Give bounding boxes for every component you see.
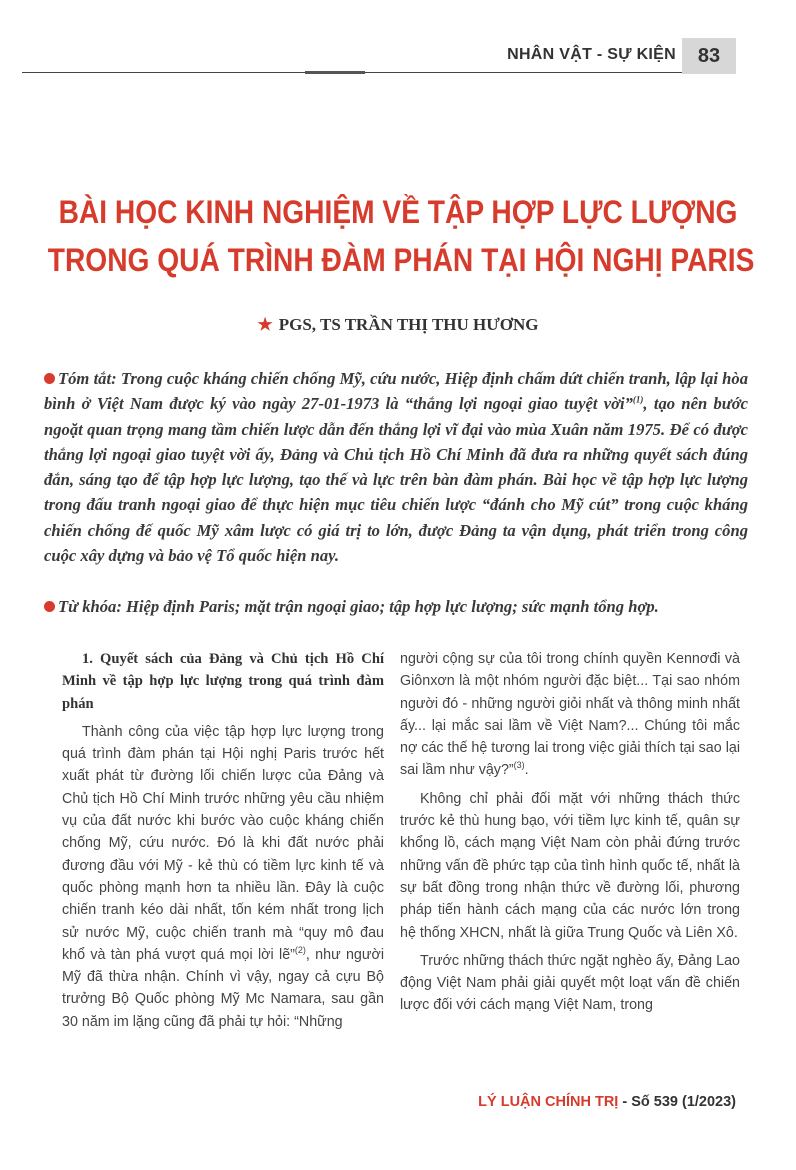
article-title: [47, 188, 755, 284]
author-name: PGS, TS TRẦN THỊ THU HƯƠNG: [278, 315, 539, 334]
author-byline: [0, 315, 796, 335]
abstract-text-cont: , tạo nên bước ngoặt quan trọng mang tầm chiến lược dẫn đến thắng lợi vĩ đại vào mùa Xuân năm 1975. Để có được thắng lợi ngoại giao tuyệt vời ấy, Đảng và Chủ tịch Hồ Chí Minh đã đưa ra những quyết sách đúng đắn, sáng tạo để tập hợp lực lượng, tạo thế và lực trên bàn đàm phán. Bài học về tập hợp lực lượng trong đấu tranh ngoại giao để thực hiện mục tiêu chiến lược “đánh cho Mỹ cút” trong cuộc kháng chiến chống đế quốc Mỹ xâm lược có giá trị to lớn, được Đảng ta vận dụng, phát triển trong công cuộc xây dựng và bảo vệ Tổ quốc hiện nay.: [44, 394, 748, 566]
abstract-text: Trong cuộc kháng chiến chống Mỹ, cứu nước, Hiệp định chấm dứt chiến tranh, lập lại hòa bình ở Việt Nam được ký vào ngày 27-01-1973 là “thắng lợi ngoại giao tuyệt vời”: [44, 369, 748, 414]
paragraph-text: người cộng sự của tôi trong chính quyền Kennơđi và Giônxơn là một nhóm người đặc biệt... Tại sao nhóm người đó - những người giỏi nhất và thông minh nhất ấy... lại mắc sai lầm về Việt Nam?... Chúng tôi mắc nợ các thế hệ tương lai trong việc giải thích tại sao lại sai lầm như vậy?”: [400, 651, 740, 779]
abstract-label: Tóm tắt:: [58, 369, 117, 388]
header-rule-accent: [305, 71, 365, 74]
issue-number: - Số 539 (1/2023): [618, 1094, 736, 1110]
section-label: NHÂN VẬT - SỰ KIỆN: [507, 46, 676, 63]
body-paragraph: Không chỉ phải đối mặt với những thách thức trước kẻ thù hung bạo, với tiềm lực kinh tế, quân sự khổng lồ, cách mạng Việt Nam còn phải đứng trước những vấn đề phức tạp của tình hình quốc tế, nhất là sự bất đồng trong nhận thức về đường lối, phương pháp tiến hành cách mạng của các nước lớn trong hệ thống XHCN, nhất là giữa Trung Quốc và Liên Xô.: [400, 790, 740, 941]
journal-name: LÝ LUẬN CHÍNH TRỊ: [478, 1094, 619, 1110]
section-heading: 1. Quyết sách của Đảng và Chủ tịch Hồ Chí Minh về tập hợp lực lượng trong quá trình đàm phán: [62, 651, 384, 712]
bullet-icon: [44, 601, 55, 612]
title-line-1: BÀI HỌC KINH NGHIỆM VỀ TẬP HỢP LỰC LƯỢNG: [58, 194, 738, 230]
title-line-2: TRONG QUÁ TRÌNH ĐÀM PHÁN TẠI HỘI NGHỊ PARIS: [47, 242, 755, 278]
bullet-icon: [44, 373, 55, 384]
body-paragraph: [400, 648, 740, 782]
body-column-left: [62, 648, 384, 1033]
paragraph-text-end: .: [524, 762, 529, 779]
body-paragraph: Trước những thách thức ngặt nghèo ấy, Đảng Lao động Việt Nam phải giải quyết một loạt vấn đề chiến lược đối với cách mạng Việt Nam, trong: [400, 952, 740, 1014]
star-icon: ★: [257, 315, 273, 334]
header-rule: [22, 72, 728, 73]
page-number: 83: [682, 38, 736, 74]
body-column-right: [400, 648, 740, 1017]
paragraph-text: Thành công của việc tập hợp lực lượng trong quá trình đàm phán tại Hội nghị Paris trước hết xuất phát từ đường lối chiến lược của Đảng và Chủ tịch Hồ Chí Minh trước những yêu cầu nhiệm vụ của đất nước khi bước vào cuộc kháng chiến chống Mỹ, cứu nước. Đó là khi đất nước phải đương đầu với Mỹ - kẻ thù có tiềm lực kinh tế và quốc phòng mạnh hơn ta nhiều lần. Đây là cuộc chiến tranh kéo dài nhất, tốn kém nhất trong lịch sử nước Mỹ, cuộc chiến tranh mà “quy mô đau khổ và tàn phá vượt quá mọi lời lẽ”: [62, 723, 384, 963]
page-header: [0, 38, 796, 78]
footnote-ref-1: (1): [632, 394, 644, 405]
paragraph-text-cont: , như người Mỹ đã thừa nhận. Chính vì vậy, ngay cả cựu Bộ trưởng Bộ Quốc phòng Mỹ Mc Namara, sau gần 30 năm im lặng cũng đã phải tự hỏi: “Những: [62, 946, 384, 1030]
footnote-ref-2: (2): [294, 945, 306, 956]
abstract: [44, 366, 748, 568]
keywords-label: Từ khóa:: [58, 597, 122, 616]
body-paragraph: [62, 721, 384, 1033]
page-footer: [478, 1094, 736, 1110]
keywords: [44, 594, 754, 619]
footnote-ref-3: (3): [513, 760, 525, 771]
keywords-text: Hiệp định Paris; mặt trận ngoại giao; tập hợp lực lượng; sức mạnh tổng hợp.: [121, 597, 659, 616]
